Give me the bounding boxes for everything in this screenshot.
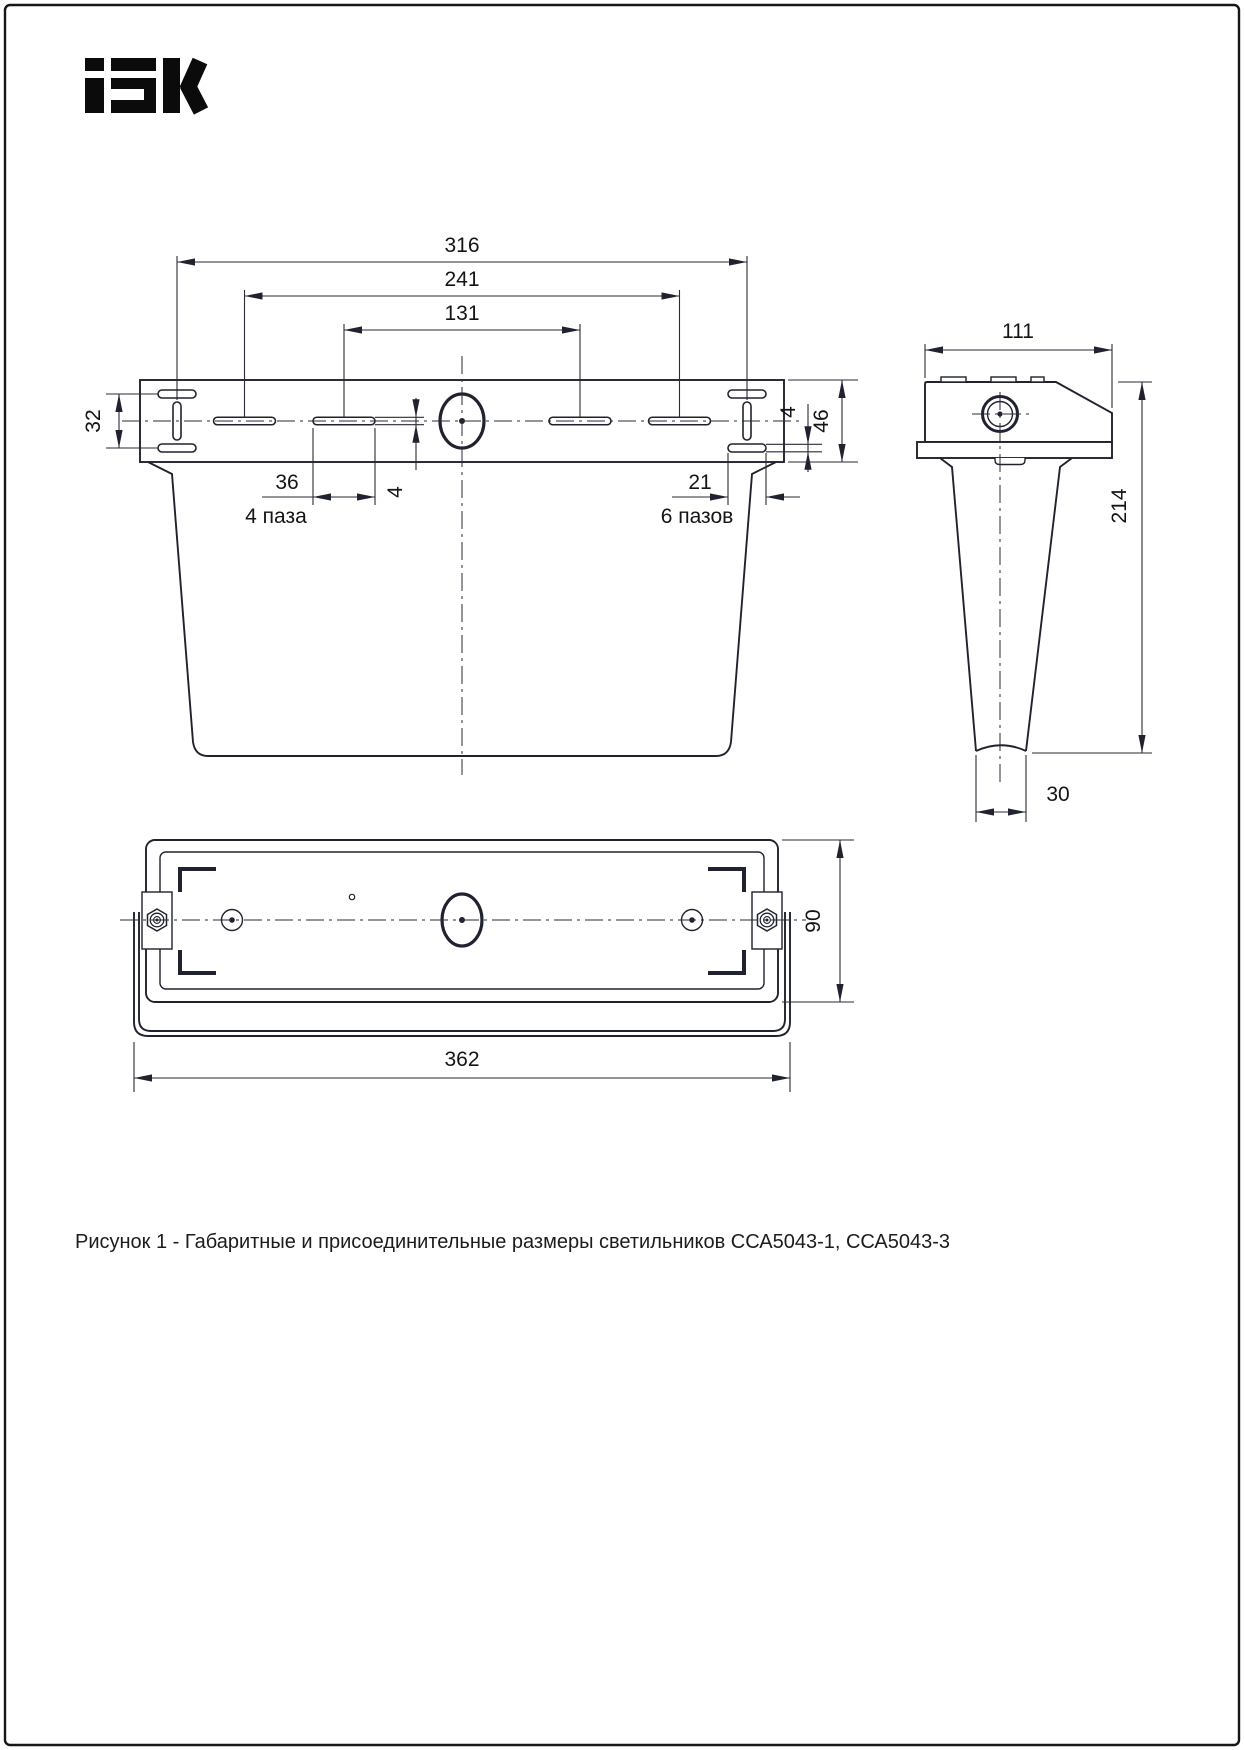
figure-caption: Рисунок 1 - Габаритные и присоединительные размеры светильников ССА5043-1, ССА5043-3 bbox=[75, 1231, 951, 1253]
dim-30-label: 30 bbox=[1046, 783, 1070, 806]
slot-count-right-label: 6 пазов bbox=[660, 505, 734, 528]
dim-30 bbox=[976, 755, 1070, 822]
dim-90 bbox=[782, 840, 854, 1002]
slot-count-left-label: 4 паза bbox=[245, 505, 307, 528]
side-view bbox=[917, 320, 1152, 822]
dim-21-label: 21 bbox=[688, 471, 712, 494]
iek-logo bbox=[85, 58, 201, 113]
dim-111-label: 111 bbox=[1002, 320, 1034, 343]
dim-316-label: 316 bbox=[444, 234, 480, 257]
side-flange bbox=[917, 442, 1112, 458]
dim-32-label: 32 bbox=[82, 409, 105, 433]
dim-241-label: 241 bbox=[444, 268, 480, 291]
dim-90-label: 90 bbox=[802, 909, 825, 933]
dim-4-offset-label: 4 bbox=[777, 406, 800, 418]
bottom-view bbox=[120, 840, 854, 1092]
side-body-bottom-arc bbox=[976, 745, 1026, 751]
front-view bbox=[82, 234, 858, 775]
dim-362 bbox=[134, 1042, 790, 1092]
dim-36-label: 36 bbox=[275, 471, 299, 494]
dim-214-label: 214 bbox=[1108, 488, 1131, 524]
dim-4-slot-label: 4 bbox=[384, 486, 407, 498]
dim-362-label: 362 bbox=[444, 1048, 480, 1071]
dim-21 bbox=[661, 453, 800, 528]
dim-46-label: 46 bbox=[810, 409, 833, 433]
dim-131-label: 131 bbox=[444, 302, 480, 325]
side-body-taper bbox=[940, 458, 1072, 751]
